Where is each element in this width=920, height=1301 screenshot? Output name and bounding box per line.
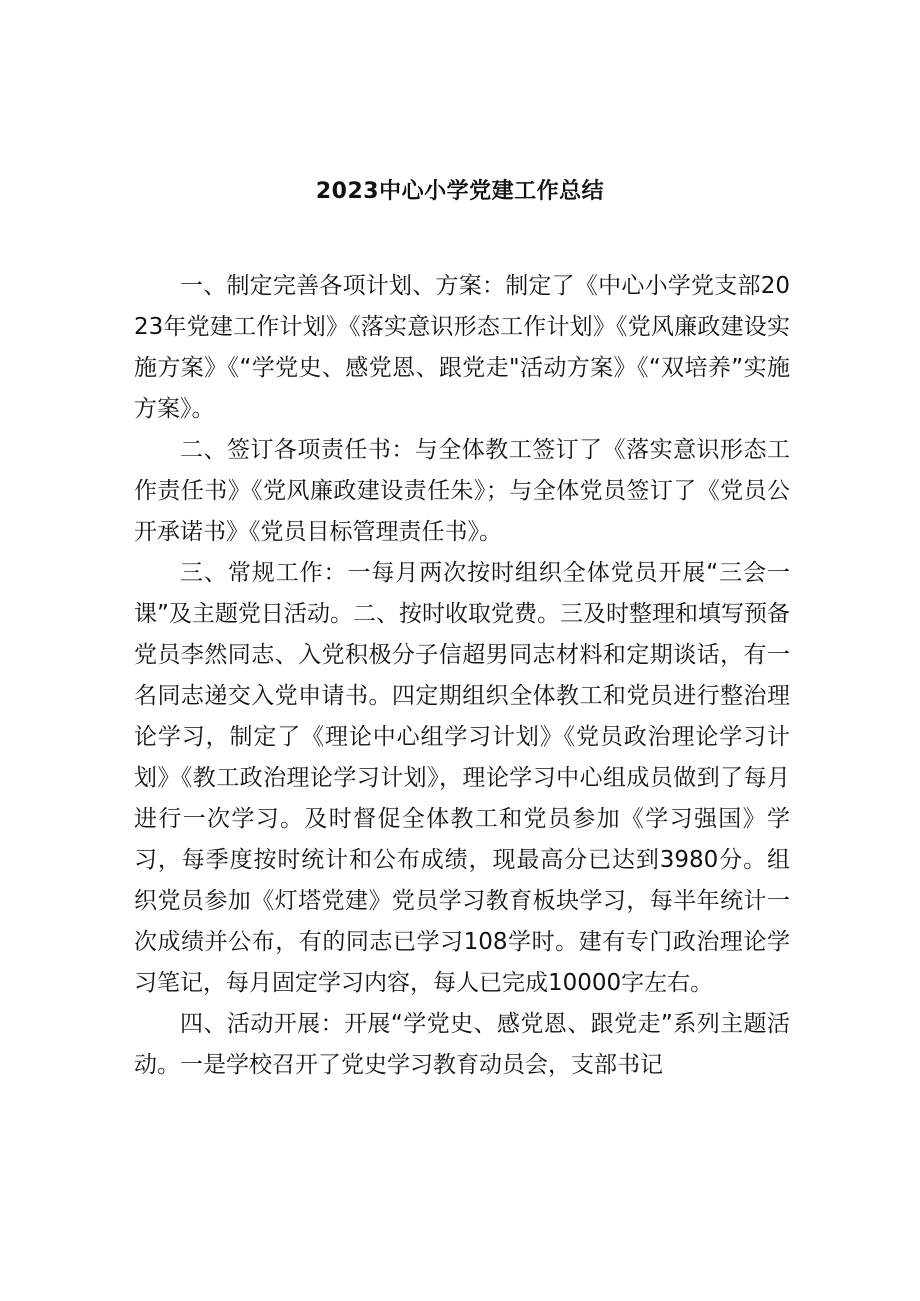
paragraph-activities: 四、活动开展：开展“学党史、感党恩、跟党走”系列主题活动。一是学校召开了党史学习教育动员会，支部书记 — [134, 1011, 790, 1078]
document-body — [134, 266, 790, 1086]
paragraph-responsibility: 二、签订各项责任书：与全体教工签订了《落实意识形态工作责任书》《党风廉政建设责任朱》；与全体党员签订了《党员公开承诺书》《党员目标管理责任书》。 — [134, 437, 790, 545]
paragraph-routine-work: 三、常规工作：一每月两次按时组织全体党员开展“三会一课”及主题党日活动。二、按时收取党费。三及时整理和填写预备党员李然同志、入党积极分子信超男同志材料和定期谈话，有一名同志递交入党申请书。四定期组织全体教工和党员进行整治理论学习，制定了《理论中心组学习计划》《党员政治理论学习计划》《教工政治理论学习计划》，理论学习中心组成员做到了每月进行一次学习。及时督促全体教工和党员参加《学习强国》学习，每季度按时统计和公布成绩，现最高分已达到3980分。组织党员参加《灯塔党建》党员学习教育板块学习，每半年统计一次成绩并公布，有的同志已学习108学时。建有专门政治理论学习笔记，每月固定学习内容，每人已完成10000字左右。 — [134, 560, 790, 996]
document-title: 2023中心小学党建工作总结 — [315, 179, 605, 204]
paragraph-plans: 一、制定完善各项计划、方案：制定了《中心小学党支部2023年党建工作计划》《落实意识形态工作计划》《党风廉政建设实施方案》《“学党史、感党恩、跟党走"活动方案》《“双培养”实施方案》。 — [134, 273, 790, 422]
